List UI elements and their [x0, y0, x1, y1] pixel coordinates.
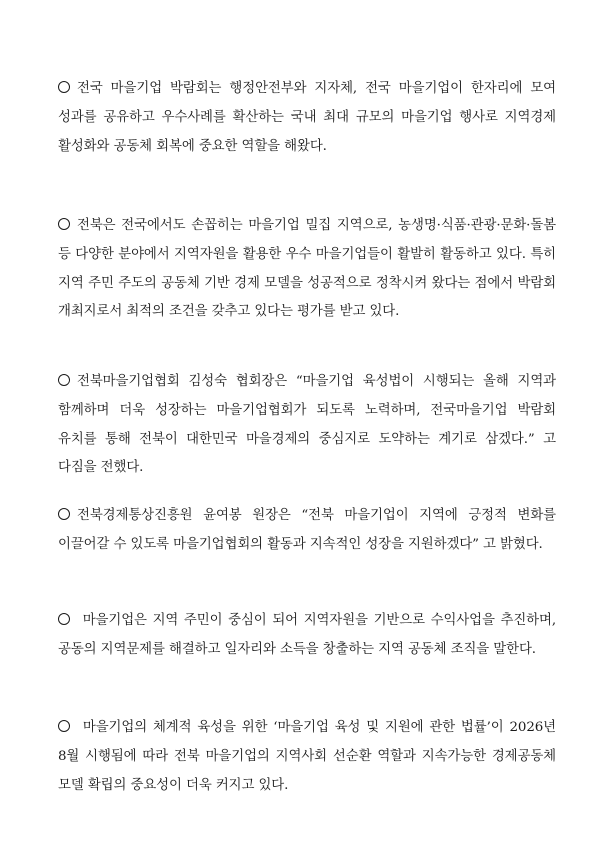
- circle-bullet-icon: [58, 374, 70, 386]
- paragraph-text: 마을기업은 지역 주민이 중심이 되어 지역자원을 기반으로 수익사업을 추진하며, 공동의 지역문제를 해결하고 일자리와 소득을 창출하는 지역 공동체 조직을 말한다.: [58, 613, 556, 657]
- paragraph-text: 전북마을기업협회 김성숙 협회장은 “마을기업 육성법이 시행되는 올해 지역과 함께하며 더욱 성장하는 마을기업협회가 되도록 노력하며, 전국마을기업 박람회 유치를 통해 전북이 대한민국 마을경제의 중심지로 도약하는 계기로 삼겠다.” 고 다짐을 전했다.: [58, 374, 556, 476]
- paragraph-expo-overview: [58, 75, 556, 161]
- paragraph-agency-quote: [58, 502, 556, 559]
- circle-bullet-icon: [58, 613, 70, 625]
- paragraph-text: 전북은 전국에서도 손꼽히는 마을기업 밀집 지역으로, 농생명·식품·관광·문화·돌봄 등 다양한 분야에서 지역자원을 활용한 우수 마을기업들이 활발히 활동하고 있다. 특히 지역 주민 주도의 공동체 기반 경제 모델을 성공적으로 정착시켜 왔다는 점에서 박람회 개최지로서 최적의 조건을 갖추고 있다는 평가를 받고 있다.: [58, 218, 556, 320]
- circle-bullet-icon: [58, 508, 70, 520]
- circle-bullet-icon: [58, 81, 70, 93]
- paragraph-law-enforcement: [58, 714, 556, 800]
- paragraph-text: 전북경제통상진흥원 윤여봉 원장은 “전북 마을기업이 지역에 긍정적 변화를 이끌어갈 수 있도록 마을기업협회의 활동과 지속적인 성장을 지원하겠다” 고 밝혔다.: [58, 508, 556, 552]
- circle-bullet-icon: [58, 720, 70, 732]
- paragraph-jeonbuk-status: [58, 212, 556, 326]
- paragraph-text: 마을기업의 체계적 육성을 위한 ‘마을기업 육성 및 지원에 관한 법률’이 2026년 8월 시행됨에 따라 전북 마을기업의 지역사회 선순환 역할과 지속가능한 경제공동체 모델 확립의 중요성이 더욱 커지고 있다.: [58, 720, 556, 793]
- paragraph-text: 전국 마을기업 박람회는 행정안전부와 지자체, 전국 마을기업이 한자리에 모여 성과를 공유하고 우수사례를 확산하는 국내 최대 규모의 마을기업 행사로 지역경제 활성화와 공동체 회복에 중요한 역할을 해왔다.: [58, 81, 556, 154]
- circle-bullet-icon: [58, 218, 70, 230]
- paragraph-association-quote: [58, 368, 556, 482]
- paragraph-village-enterprise-definition: [58, 607, 556, 664]
